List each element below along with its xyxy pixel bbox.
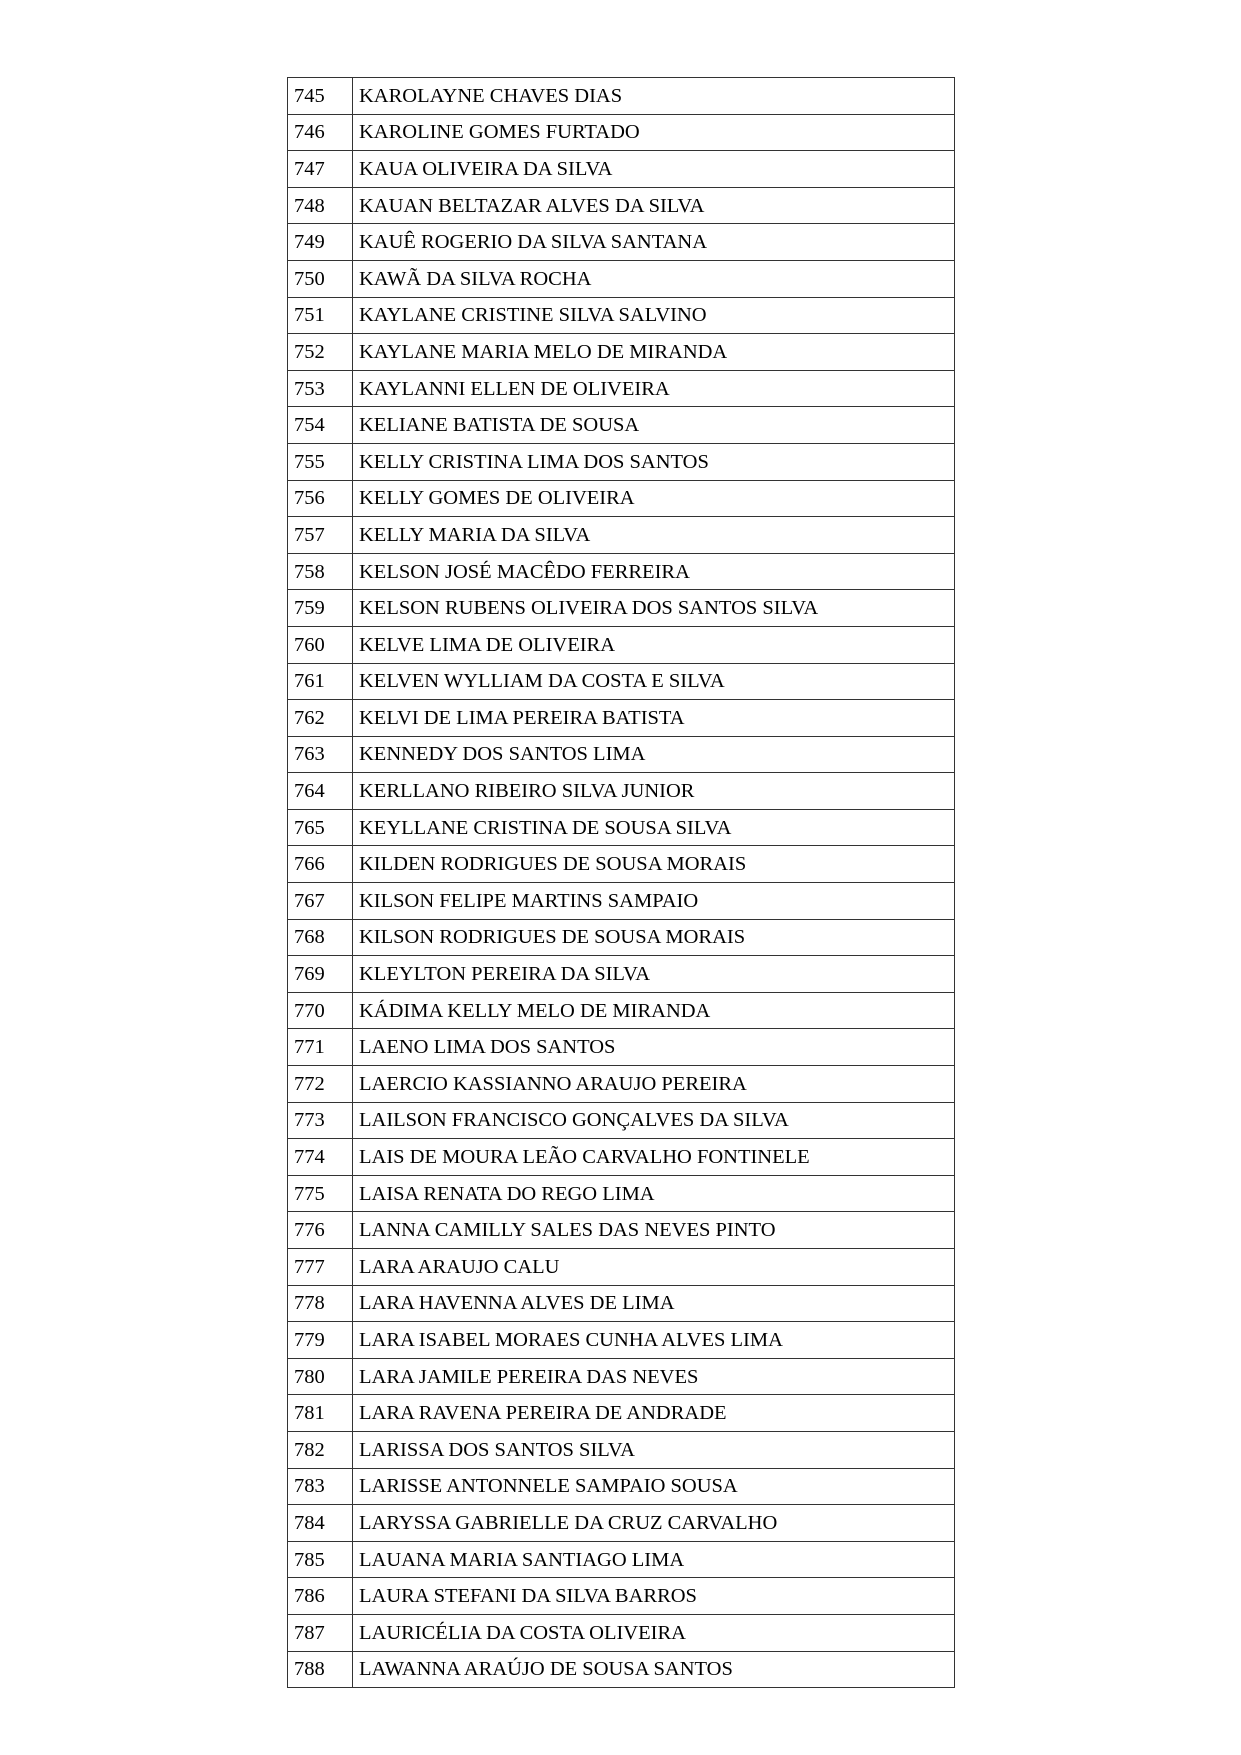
name-list-body [288, 78, 955, 1688]
row-number-cell: 786 [288, 1578, 353, 1615]
table-row [288, 809, 955, 846]
row-number-cell: 773 [288, 1102, 353, 1139]
row-name-cell: LAURA STEFANI DA SILVA BARROS [353, 1578, 955, 1615]
table-row [288, 517, 955, 554]
row-name-cell: KAROLAYNE CHAVES DIAS [353, 78, 955, 115]
row-name-cell: KEYLLANE CRISTINA DE SOUSA SILVA [353, 809, 955, 846]
row-number-cell: 785 [288, 1541, 353, 1578]
table-row [288, 1139, 955, 1176]
row-name-cell: KAYLANE MARIA MELO DE MIRANDA [353, 334, 955, 371]
table-row [288, 1505, 955, 1542]
table-row [288, 1249, 955, 1286]
row-name-cell: LAURICÉLIA DA COSTA OLIVEIRA [353, 1614, 955, 1651]
row-name-cell: KÁDIMA KELLY MELO DE MIRANDA [353, 992, 955, 1029]
row-number-cell: 757 [288, 517, 353, 554]
row-name-cell: KELSON RUBENS OLIVEIRA DOS SANTOS SILVA [353, 590, 955, 627]
row-number-cell: 753 [288, 370, 353, 407]
row-name-cell: KLEYLTON PEREIRA DA SILVA [353, 956, 955, 993]
row-number-cell: 762 [288, 700, 353, 737]
row-number-cell: 758 [288, 553, 353, 590]
row-number-cell: 759 [288, 590, 353, 627]
row-name-cell: KELLY MARIA DA SILVA [353, 517, 955, 554]
row-name-cell: KAROLINE GOMES FURTADO [353, 114, 955, 151]
row-number-cell: 787 [288, 1614, 353, 1651]
row-number-cell: 763 [288, 736, 353, 773]
row-name-cell: LARA ISABEL MORAES CUNHA ALVES LIMA [353, 1322, 955, 1359]
table-row [288, 590, 955, 627]
table-row [288, 370, 955, 407]
row-name-cell: LAWANNA ARAÚJO DE SOUSA SANTOS [353, 1651, 955, 1688]
row-number-cell: 761 [288, 663, 353, 700]
row-number-cell: 775 [288, 1175, 353, 1212]
row-number-cell: 765 [288, 809, 353, 846]
row-name-cell: KELIANE BATISTA DE SOUSA [353, 407, 955, 444]
table-row [288, 1029, 955, 1066]
row-name-cell: LAILSON FRANCISCO GONÇALVES DA SILVA [353, 1102, 955, 1139]
table-row [288, 1578, 955, 1615]
table-row [288, 1175, 955, 1212]
table-row [288, 114, 955, 151]
table-row [288, 187, 955, 224]
row-number-cell: 788 [288, 1651, 353, 1688]
table-row [288, 663, 955, 700]
row-name-cell: KELVE LIMA DE OLIVEIRA [353, 626, 955, 663]
row-name-cell: LARISSE ANTONNELE SAMPAIO SOUSA [353, 1468, 955, 1505]
row-name-cell: KERLLANO RIBEIRO SILVA JUNIOR [353, 773, 955, 810]
table-row [288, 78, 955, 115]
table-row [288, 224, 955, 261]
row-number-cell: 774 [288, 1139, 353, 1176]
row-number-cell: 755 [288, 443, 353, 480]
row-name-cell: LARA ARAUJO CALU [353, 1249, 955, 1286]
row-number-cell: 747 [288, 151, 353, 188]
row-name-cell: KENNEDY DOS SANTOS LIMA [353, 736, 955, 773]
table-row [288, 443, 955, 480]
row-number-cell: 776 [288, 1212, 353, 1249]
row-name-cell: LAIS DE MOURA LEÃO CARVALHO FONTINELE [353, 1139, 955, 1176]
table-row [288, 846, 955, 883]
row-name-cell: LAISA RENATA DO REGO LIMA [353, 1175, 955, 1212]
row-name-cell: LAUANA MARIA SANTIAGO LIMA [353, 1541, 955, 1578]
table-row [288, 334, 955, 371]
table-row [288, 919, 955, 956]
row-name-cell: LAERCIO KASSIANNO ARAUJO PEREIRA [353, 1066, 955, 1103]
row-number-cell: 745 [288, 78, 353, 115]
row-name-cell: KAUAN BELTAZAR ALVES DA SILVA [353, 187, 955, 224]
table-row [288, 626, 955, 663]
table-row [288, 1541, 955, 1578]
row-number-cell: 781 [288, 1395, 353, 1432]
row-number-cell: 769 [288, 956, 353, 993]
row-number-cell: 778 [288, 1285, 353, 1322]
table-row [288, 736, 955, 773]
row-number-cell: 764 [288, 773, 353, 810]
table-row [288, 1285, 955, 1322]
row-name-cell: KELVEN WYLLIAM DA COSTA E SILVA [353, 663, 955, 700]
row-name-cell: LAENO LIMA DOS SANTOS [353, 1029, 955, 1066]
row-number-cell: 779 [288, 1322, 353, 1359]
row-name-cell: KAUA OLIVEIRA DA SILVA [353, 151, 955, 188]
row-number-cell: 751 [288, 297, 353, 334]
row-number-cell: 766 [288, 846, 353, 883]
table-row [288, 1395, 955, 1432]
row-number-cell: 784 [288, 1505, 353, 1542]
row-name-cell: KELSON JOSÉ MACÊDO FERREIRA [353, 553, 955, 590]
row-number-cell: 777 [288, 1249, 353, 1286]
name-list-table [287, 77, 955, 1688]
table-row [288, 553, 955, 590]
row-number-cell: 772 [288, 1066, 353, 1103]
row-number-cell: 771 [288, 1029, 353, 1066]
row-name-cell: LARISSA DOS SANTOS SILVA [353, 1431, 955, 1468]
row-number-cell: 780 [288, 1358, 353, 1395]
table-row [288, 1614, 955, 1651]
table-row [288, 260, 955, 297]
table-row [288, 297, 955, 334]
row-name-cell: KILDEN RODRIGUES DE SOUSA MORAIS [353, 846, 955, 883]
row-name-cell: KAYLANE CRISTINE SILVA SALVINO [353, 297, 955, 334]
row-name-cell: LARA HAVENNA ALVES DE LIMA [353, 1285, 955, 1322]
row-number-cell: 756 [288, 480, 353, 517]
row-name-cell: LARYSSA GABRIELLE DA CRUZ CARVALHO [353, 1505, 955, 1542]
table-row [288, 1212, 955, 1249]
row-number-cell: 760 [288, 626, 353, 663]
row-name-cell: LARA RAVENA PEREIRA DE ANDRADE [353, 1395, 955, 1432]
row-number-cell: 750 [288, 260, 353, 297]
row-number-cell: 746 [288, 114, 353, 151]
row-number-cell: 782 [288, 1431, 353, 1468]
row-name-cell: LARA JAMILE PEREIRA DAS NEVES [353, 1358, 955, 1395]
row-number-cell: 783 [288, 1468, 353, 1505]
table-row [288, 480, 955, 517]
table-row [288, 1322, 955, 1359]
table-row [288, 1431, 955, 1468]
table-row [288, 700, 955, 737]
table-row [288, 1358, 955, 1395]
row-name-cell: KILSON FELIPE MARTINS SAMPAIO [353, 883, 955, 920]
row-name-cell: KAWÃ DA SILVA ROCHA [353, 260, 955, 297]
table-row [288, 1066, 955, 1103]
row-number-cell: 748 [288, 187, 353, 224]
table-row [288, 883, 955, 920]
table-row [288, 1651, 955, 1688]
row-name-cell: KAYLANNI ELLEN DE OLIVEIRA [353, 370, 955, 407]
row-number-cell: 768 [288, 919, 353, 956]
row-name-cell: KELLY CRISTINA LIMA DOS SANTOS [353, 443, 955, 480]
table-row [288, 407, 955, 444]
table-row [288, 956, 955, 993]
row-name-cell: KELVI DE LIMA PEREIRA BATISTA [353, 700, 955, 737]
row-name-cell: KILSON RODRIGUES DE SOUSA MORAIS [353, 919, 955, 956]
row-number-cell: 752 [288, 334, 353, 371]
row-number-cell: 770 [288, 992, 353, 1029]
table-row [288, 992, 955, 1029]
table-row [288, 151, 955, 188]
table-row [288, 1102, 955, 1139]
table-row [288, 773, 955, 810]
row-name-cell: LANNA CAMILLY SALES DAS NEVES PINTO [353, 1212, 955, 1249]
row-name-cell: KAUÊ ROGERIO DA SILVA SANTANA [353, 224, 955, 261]
table-row [288, 1468, 955, 1505]
row-number-cell: 754 [288, 407, 353, 444]
row-name-cell: KELLY GOMES DE OLIVEIRA [353, 480, 955, 517]
row-number-cell: 767 [288, 883, 353, 920]
row-number-cell: 749 [288, 224, 353, 261]
